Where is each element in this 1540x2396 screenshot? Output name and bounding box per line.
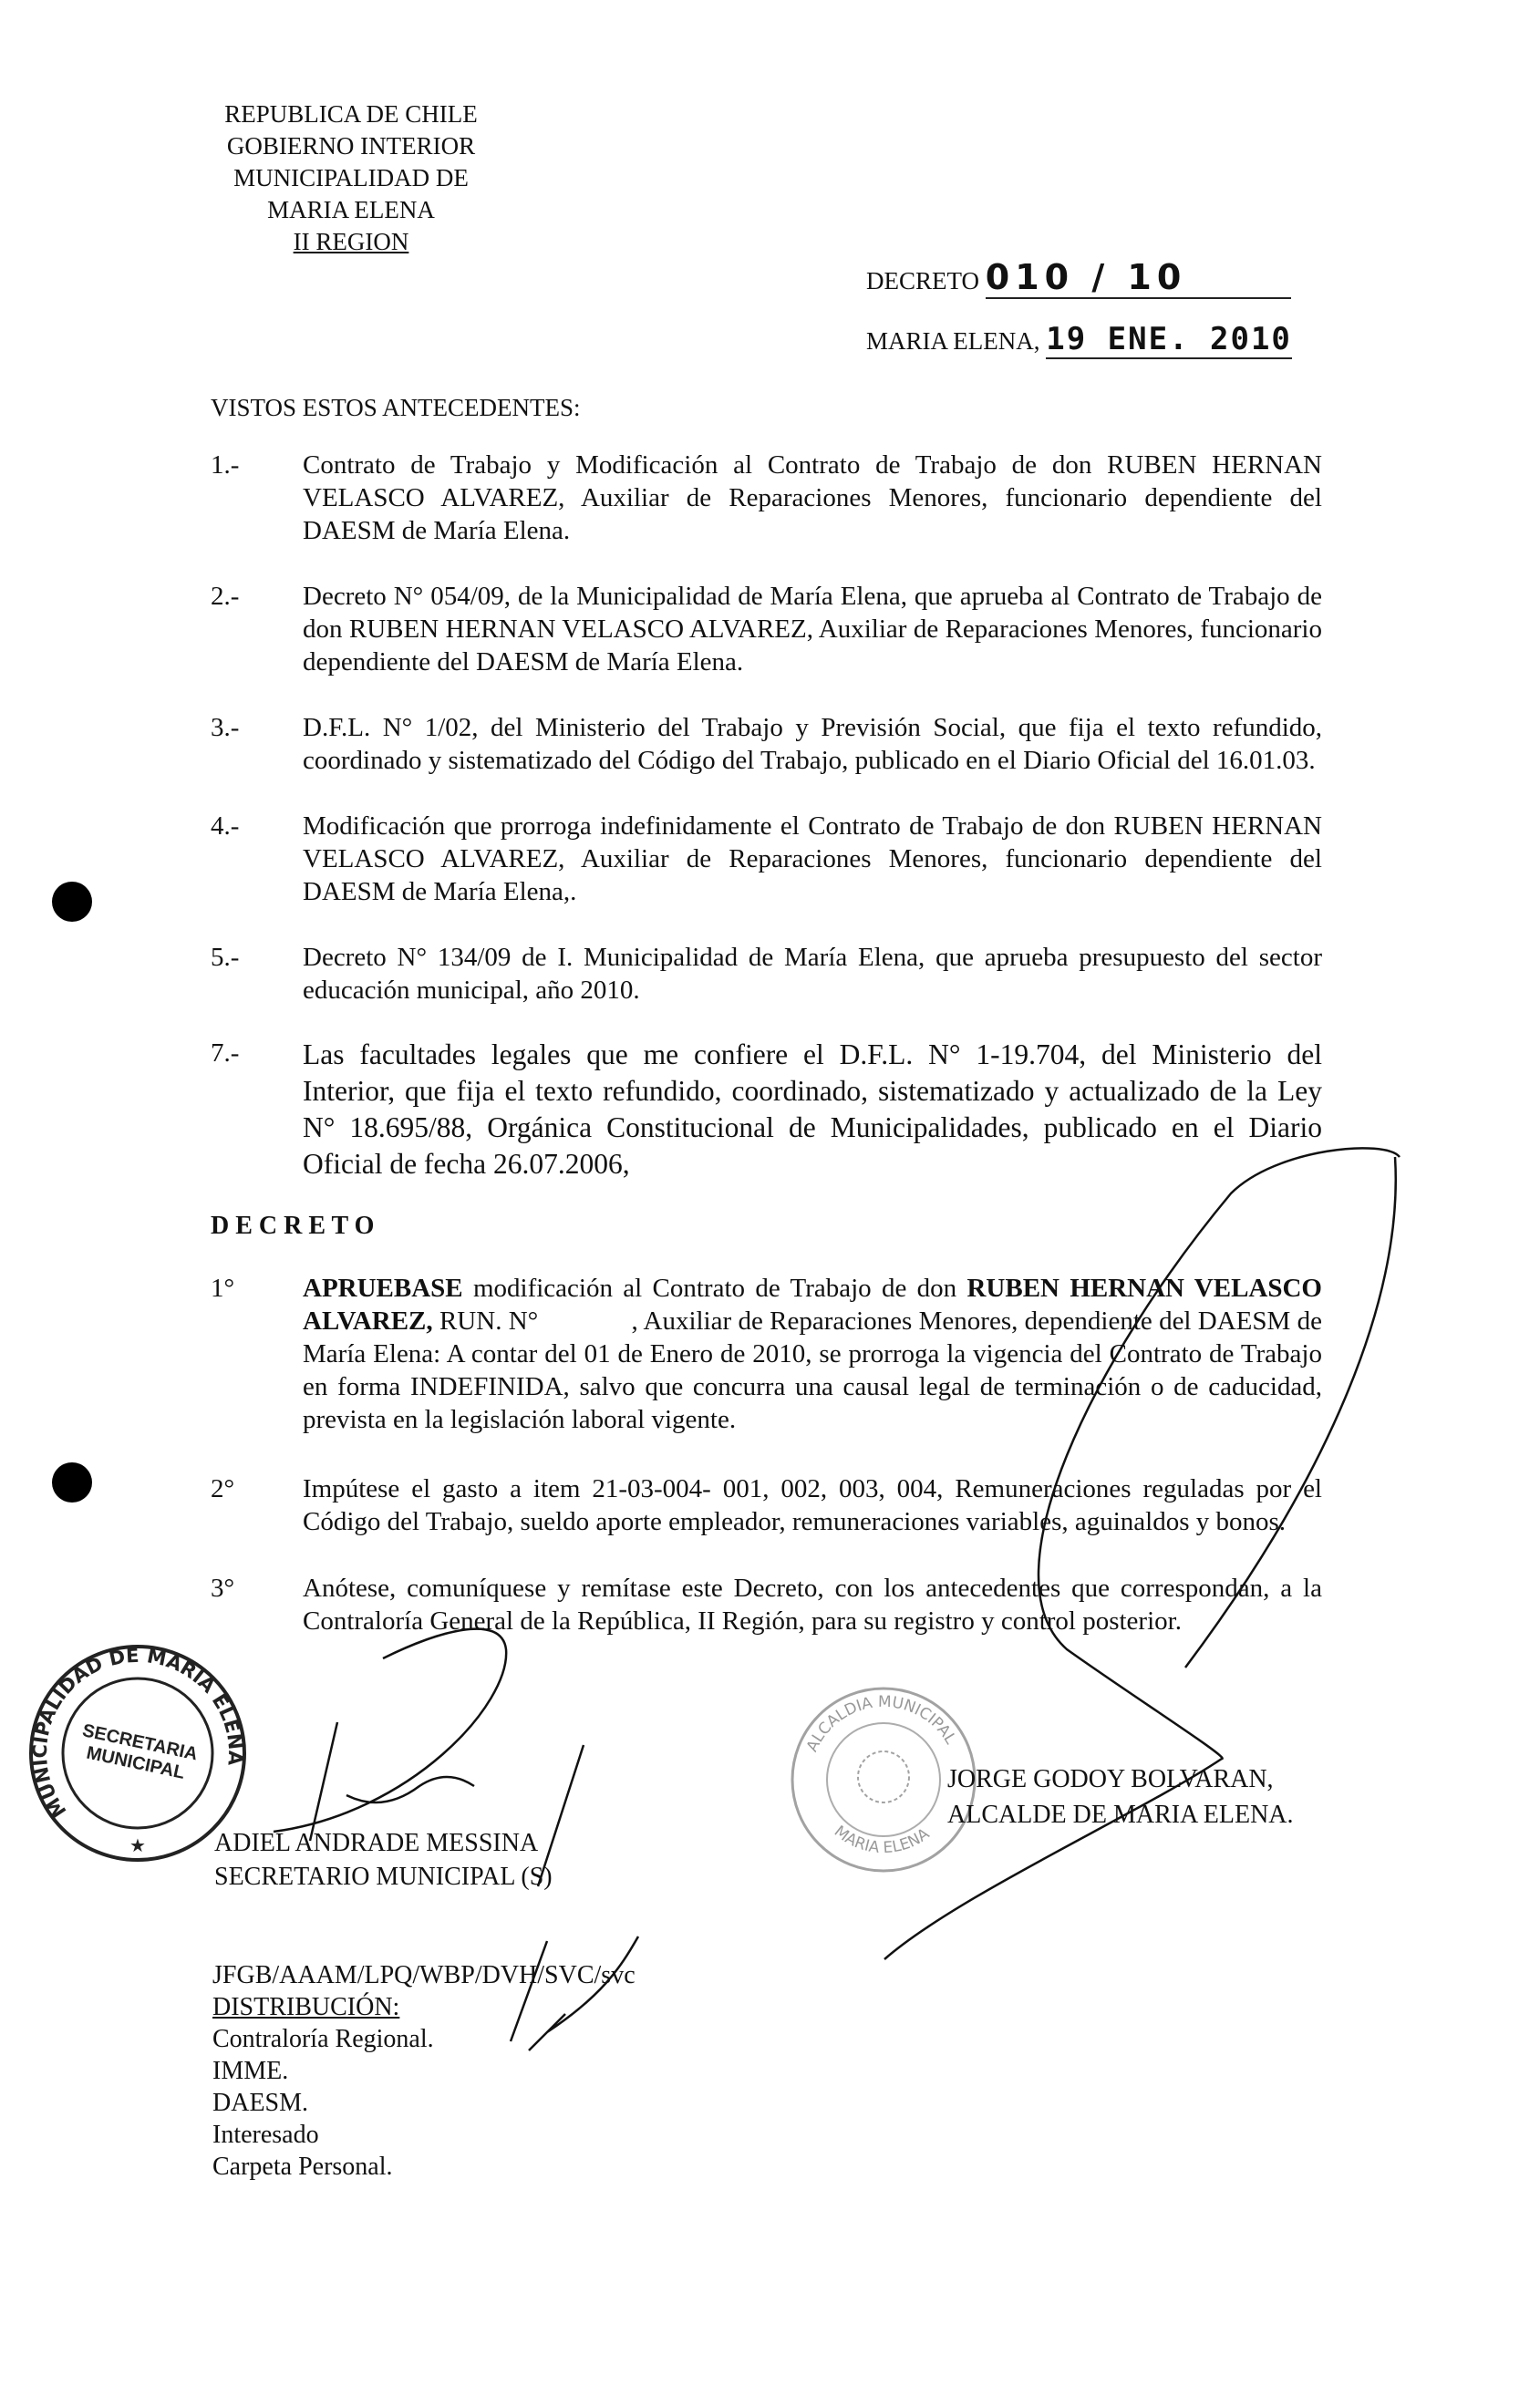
distribution-item: Contraloría Regional. [212, 2025, 434, 2053]
item-number: 1.- [211, 450, 240, 480]
item-text: Contrato de Trabajo y Modificación al Contrato de Trabajo de don RUBEN HERNAN VELASCO ALVAREZ, Auxiliar de Reparaciones Menores, funcionario dependiente del DAESM de María Elena. [303, 450, 1322, 545]
employee-name: RUBEN HERNAN VELASCO ALVAREZ, [303, 1274, 1328, 1336]
vistos-item [211, 1037, 1322, 1183]
article-number: 1° [211, 1274, 235, 1303]
vistos-item [211, 449, 1322, 547]
article-text [303, 1272, 1329, 1436]
decree-date: 19 ENE. 2010 [1046, 321, 1292, 357]
signature-section [28, 1637, 1322, 2203]
item-number: 5.- [211, 943, 240, 972]
item-text: Las facultades legales que me confiere el D.F.L. N° 1-19.704, del Ministerio del Interior, que fija el texto refundido, coordinado, sistematizado y actualizado de la Ley N° 18.695/88, Orgánica Constitucional de Municipalidades, publicado en el Diario Oficial de fecha 26.07.2006, [303, 1038, 1322, 1180]
stamp-center-text: SECRETARIA MUNICIPAL [80, 1720, 200, 1783]
header-line: MARIA ELENA [267, 196, 435, 223]
star-icon: ★ [129, 1836, 146, 1856]
item-number: 7.- [211, 1038, 240, 1068]
article-number: 3° [211, 1574, 235, 1603]
item-text: Decreto N° 054/09, de la Municipalidad de María Elena, que aprueba al Contrato de Trabajo de don RUBEN HERNAN VELASCO ALVAREZ, Auxiliar de Reparaciones Menores, funcionario dependiente del DAESM de María Elena. [303, 582, 1322, 676]
initials: JFGB/AAAM/LPQ/WBP/DVH/SVC/svc [212, 1961, 636, 1989]
article-lead: APRUEBASE [303, 1274, 463, 1303]
punch-hole [52, 882, 92, 922]
decreto-title: D E C R E T O [211, 1212, 375, 1240]
place-label: MARIA ELENA, [866, 327, 1040, 355]
distribution-item: Interesado [212, 2121, 319, 2149]
header-line: REPUBLICA DE CHILE [224, 100, 478, 128]
decree-number: 010 / 10 [986, 257, 1291, 299]
article-number: 2° [211, 1474, 235, 1503]
article-text: Impútese el gasto a item 21-03-004- 001, 002, 003, 004, Remuneraciones reguladas por el Código del Trabajo, sueldo aporte empleador, remuneraciones variables, aguinaldos y bonos. [303, 1474, 1322, 1536]
distribution-item: IMME. [212, 2057, 289, 2085]
distribution-block [212, 1959, 636, 2183]
secretary-title: SECRETARIO MUNICIPAL (S) [214, 1863, 553, 1891]
secretary-name: ADIEL ANDRADE MESSINA [214, 1829, 539, 1857]
header-line: MUNICIPALIDAD DE [233, 164, 469, 191]
stamp-bottom-text: MARIA ELENA [830, 1822, 934, 1858]
decree-label: DECRETO [866, 267, 980, 294]
mayor-name: JORGE GODOY BOLVARAN, [947, 1765, 1274, 1793]
mayor-title: ALCALDE DE MARIA ELENA. [947, 1801, 1294, 1829]
vistos-item [211, 580, 1322, 678]
item-number: 4.- [211, 811, 240, 841]
punch-hole [52, 1462, 92, 1503]
distribution-item: DAESM. [212, 2089, 309, 2117]
decree-article [211, 1272, 1329, 1436]
stamp-ring-text: ALCALDIA MUNICIPAL [802, 1692, 960, 1755]
article-text-part: modificación al Contrato de Trabajo de don [462, 1274, 967, 1303]
item-text: D.F.L. N° 1/02, del Ministerio del Trabajo y Previsión Social, que fija el texto refundido, coordinado y sistematizado del Código del Trabajo, publicado en el Diario Oficial del 16.01.03. [303, 713, 1322, 775]
distribution-title: DISTRIBUCIÓN: [212, 1993, 400, 2021]
item-text: Modificación que prorroga indefinidamente el Contrato de Trabajo de don RUBEN HERNAN VELASCO ALVAREZ, Auxiliar de Reparaciones Menores, funcionario dependiente del DAESM de María Elena,. [303, 811, 1322, 906]
stamp-ring-text: MUNICIPALIDAD DE MARIA ELENA [28, 1644, 247, 1822]
issuer-header [210, 98, 492, 258]
article-text: Anótese, comuníquese y remítase este Decreto, con los antecedentes que correspondan, a la Contraloría General de la República, II Región, para su registro y control posterior. [303, 1574, 1322, 1636]
decree-date-line [866, 321, 1292, 359]
svg-text:MARIA ELENA [831, 1823, 933, 1857]
header-line: II REGION [293, 228, 409, 255]
item-number: 2.- [211, 582, 240, 611]
decree-number-line [866, 257, 1291, 299]
distribution-item: Carpeta Personal. [212, 2153, 393, 2181]
article-text-part: RUN. N° , Auxiliar de Reparaciones Menores, dependiente del DAESM de María Elena: A contar del 01 de Enero de 2010, se prorroga la vigencia del Contrato de Trabajo en forma INDEFINIDA, salvo que concurra una causal legal de terminación o de caducidad, prevista en la legislación laboral vigente. [303, 1306, 1329, 1434]
header-line: GOBIERNO INTERIOR [226, 132, 476, 160]
vistos-item [211, 941, 1322, 1007]
item-number: 3.- [211, 713, 240, 742]
decree-article [211, 1472, 1322, 1538]
document-body [28, 394, 1329, 2203]
decree-article [211, 1572, 1322, 1637]
vistos-title: VISTOS ESTOS ANTECEDENTES: [211, 394, 581, 421]
vistos-item [211, 810, 1322, 908]
item-text: Decreto N° 134/09 de I. Municipalidad de María Elena, que aprueba presupuesto del sector educación municipal, año 2010. [303, 943, 1322, 1005]
vistos-item [211, 711, 1322, 777]
